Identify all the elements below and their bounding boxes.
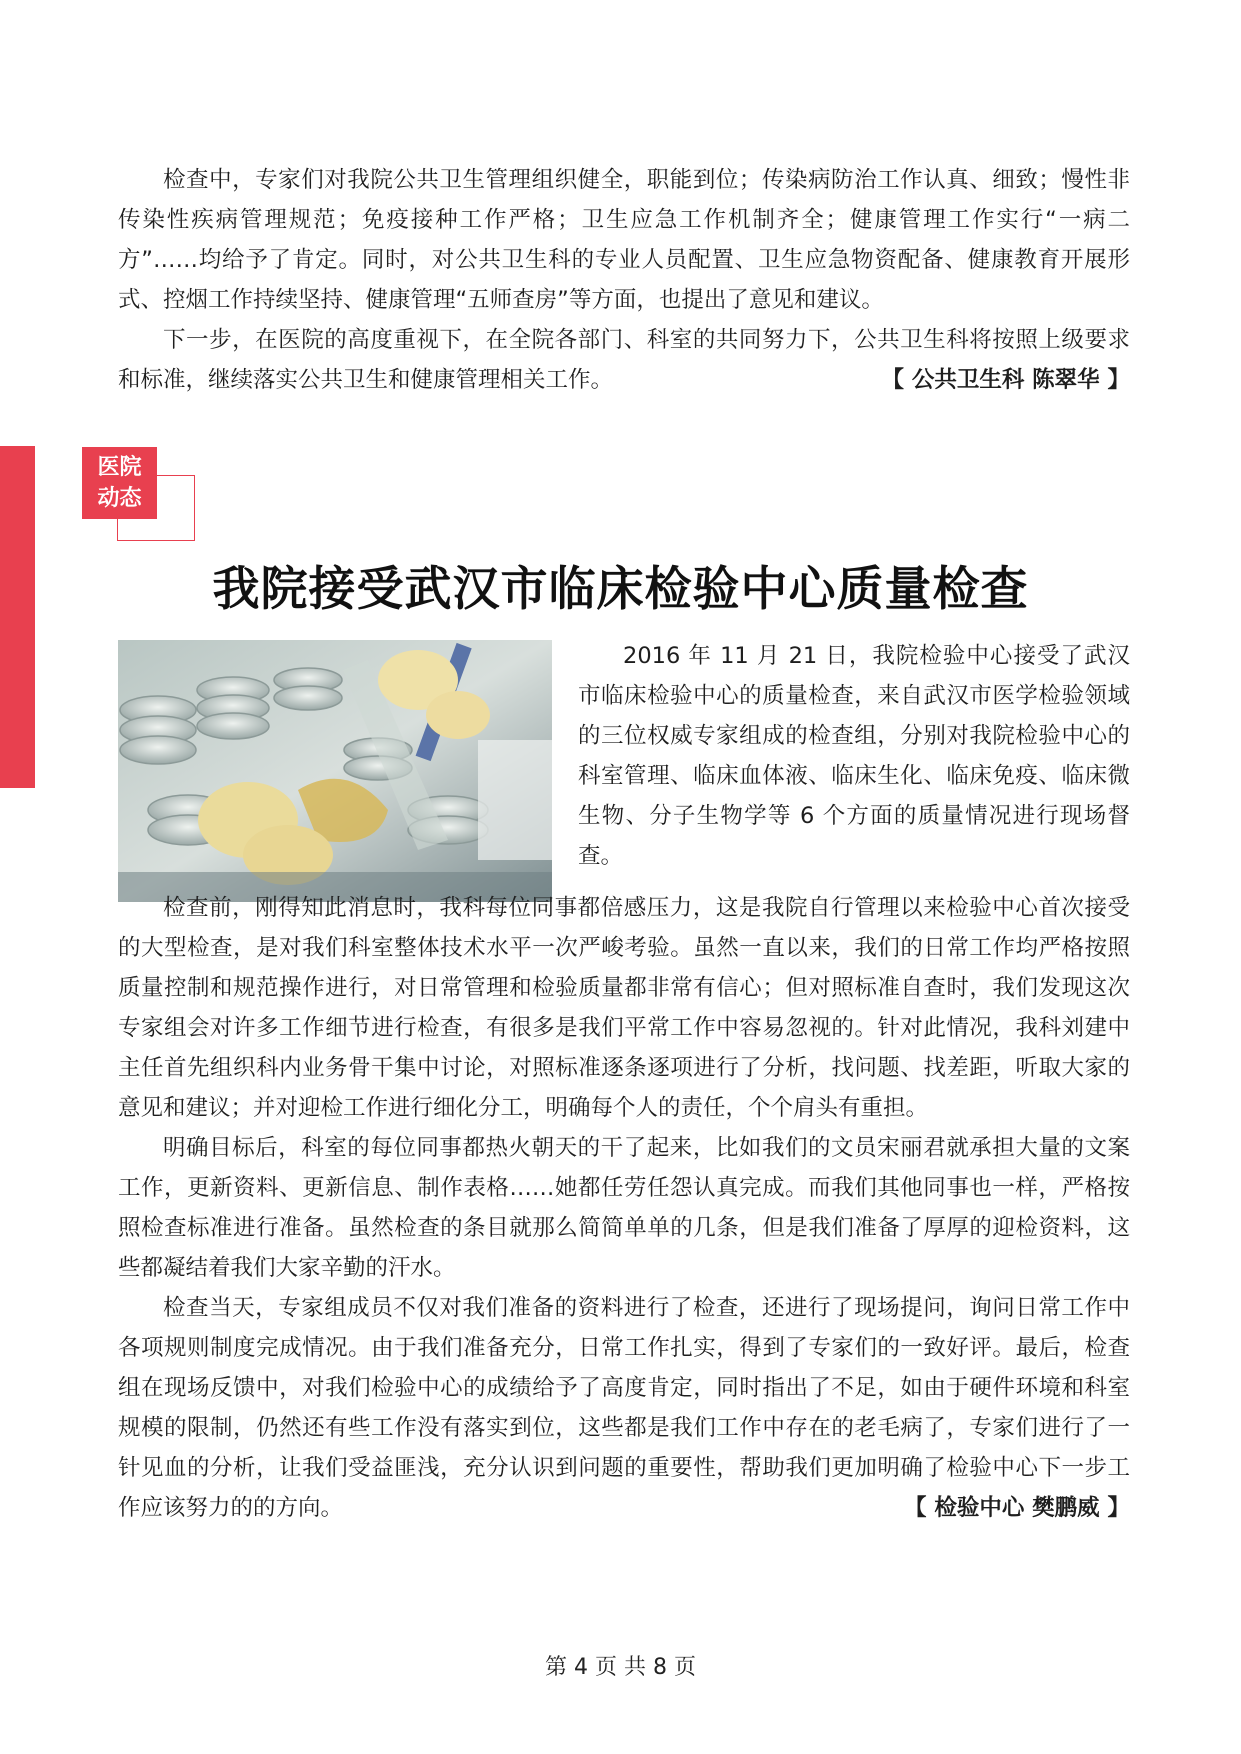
paragraph: 下一步，在医院的高度重视下，在全院各部门、科室的共同努力下，公共卫生科将按照上级要求和标准，继续落实公共卫生和健康管理相关工作。 【 公共卫生科 陈翠华 】 <box>118 320 1130 400</box>
tag-line1: 医院 <box>97 455 142 480</box>
page-number: 第 4 页 共 8 页 <box>545 1655 696 1680</box>
signature: 【 公共卫生科 陈翠华 】 <box>881 367 1130 393</box>
article-body <box>118 888 1130 1528</box>
paragraph: 检查中，专家们对我院公共卫生管理组织健全，职能到位；传染病防治工作认真、细致；慢性非传染性疾病管理规范；免疫接种工作严格；卫生应急工作机制齐全；健康管理工作实行“一病二方”……均给予了肯定。同时，对公共卫生科的专业人员配置、卫生应急物资配备、健康教育开展形式、控烟工作持续坚持、健康管理“五师查房”等方面，也提出了意见和建议。 <box>118 167 1130 313</box>
article-intro <box>578 636 1130 876</box>
lab-photo <box>118 640 552 902</box>
tag-line2: 动态 <box>97 486 142 511</box>
paragraph: 检查当天，专家组成员不仅对我们准备的资料进行了检查，还进行了现场提问，询问日常工作中各项规则制度完成情况。由于我们准备充分，日常工作扎实，得到了专家们的一致好评。最后，检查组在现场反馈中，对我们检验中心的成绩给予了高度肯定，同时指出了不足，如由于硬件环境和科室规模的限制，仍然还有些工作没有落实到位，这些都是我们工作中存在的老毛病了，专家们进行了一针见血的分析，让我们受益匪浅，充分认识到问题的重要性，帮助我们更加明确了检验中心下一步工作应该努力的的方向。 【 检验中心 樊鹏威 】 <box>118 1288 1130 1528</box>
section-tag <box>82 447 194 541</box>
paragraph: 检查前，刚得知此消息时，我科每位同事都倍感压力，这是我院自行管理以来检验中心首次接受的大型检查，是对我们科室整体技术水平一次严峻考验。虽然一直以来，我们的日常工作均严格按照质量控制和规范操作进行，对日常管理和检验质量都非常有信心；但对照标准自查时，我们发现这次专家组会对许多工作细节进行检查，有很多是我们平常工作中容易忽视的。针对此情况，我科刘建中主任首先组织科内业务骨干集中讨论，对照标准逐条逐项进行了分析，找问题、找差距，听取大家的意见和建议；并对迎检工作进行细化分工，明确每个人的责任，个个肩头有重担。 <box>118 895 1130 1121</box>
public-health-section <box>118 160 1130 400</box>
paragraph: 2016 年 11 月 21 日，我院检验中心接受了武汉市临床检验中心的质量检查，来自武汉市医学检验领域的三位权威专家组成的检查组，分别对我院检验中心的科室管理、临床血体液、临床生化、临床免疫、临床微生物、分子生物学等 6 个方面的质量情况进行现场督查。 <box>578 643 1130 869</box>
tag-label <box>82 447 157 519</box>
article-title: 我院接受武汉市临床检验中心质量检查 <box>212 562 1029 617</box>
paragraph: 明确目标后，科室的每位同事都热火朝天的干了起来，比如我们的文员宋丽君就承担大量的文案工作，更新资料、更新信息、制作表格……她都任劳任怨认真完成。而我们其他同事也一样，严格按照检查标准进行准备。虽然检查的条目就那么简简单单的几条，但是我们准备了厚厚的迎检资料，这些都凝结着我们大家辛勤的汗水。 <box>118 1135 1130 1281</box>
signature: 【 检验中心 樊鹏威 】 <box>903 1495 1130 1521</box>
